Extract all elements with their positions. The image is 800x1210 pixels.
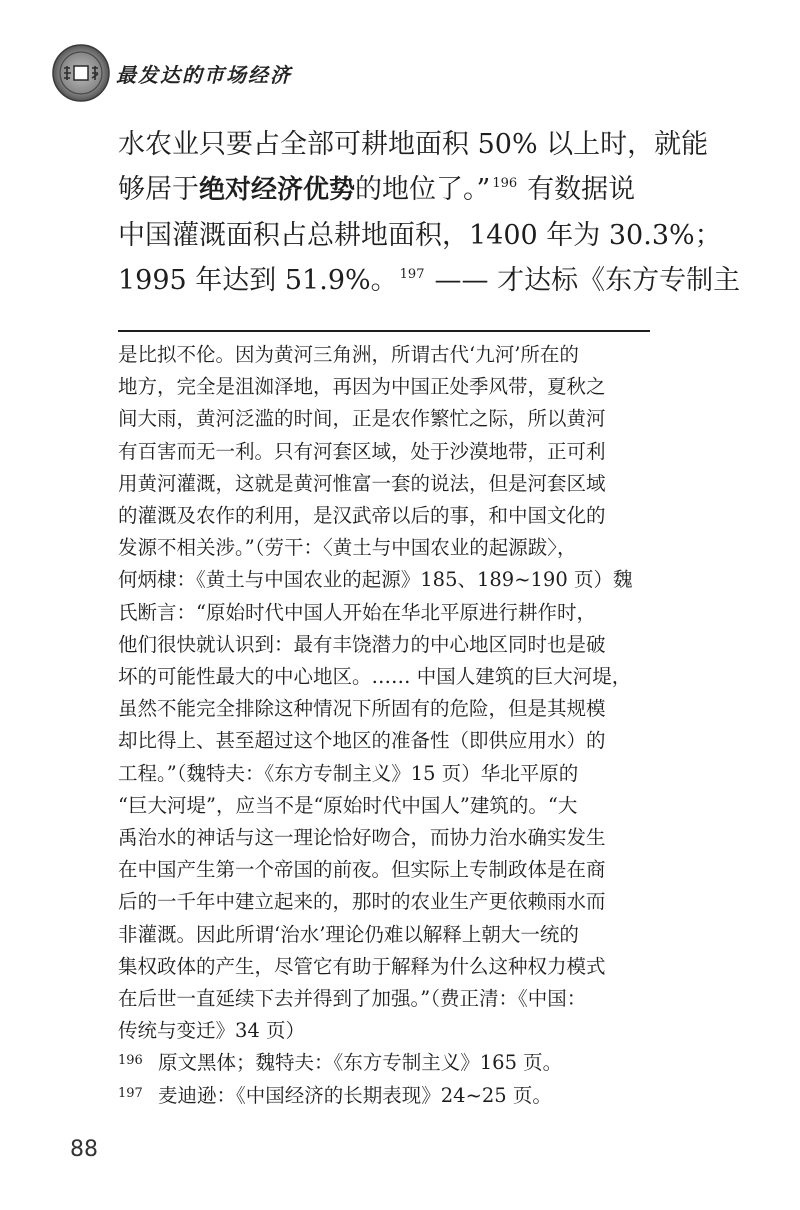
footnote-ref-197[interactable]: 197 — [399, 267, 425, 282]
bold-emphasis: 绝对经济优势 — [199, 175, 356, 205]
footnote-text: 原文黑体；魏特夫：《东方专制主义》165 页。 — [158, 1051, 563, 1075]
body-text: 有数据说 — [527, 174, 636, 205]
footnote-196 — [118, 1047, 668, 1079]
footnote-ref-196[interactable]: 196 — [492, 176, 518, 191]
body-text: 的地位了。” — [355, 174, 491, 205]
body-text: 够居于 — [118, 174, 199, 205]
note-line: 非灌溉。因此所谓‘治水’理论仍难以解释上朝大一统的 — [118, 922, 579, 946]
running-header — [52, 44, 472, 102]
note-line: 传统与变迁》34 页） — [118, 1019, 306, 1043]
footnote-divider — [118, 330, 650, 332]
note-line: 坏的可能性最大的中心地区。…… 中国人建筑的巨大河堤， — [118, 665, 632, 689]
body-line-3: 中国灌溉面积占总耕地面积，1400 年为 30.3%； — [118, 220, 722, 251]
footnote-number: 197 — [118, 1085, 143, 1101]
note-line: “巨大河堤”，应当不是“原始时代中国人”建筑的。“大 — [118, 793, 578, 817]
note-line: 虽然不能完全排除这种情况下所固有的危险，但是其规模 — [118, 697, 606, 721]
footnote-number: 196 — [118, 1053, 143, 1069]
note-line: 用黄河灌溉，这就是黄河惟富一套的说法，但是河套区域 — [118, 471, 606, 495]
note-line: 是比拟不伦。因为黄河三角洲，所谓古代‘九河’所在的 — [118, 343, 579, 366]
note-line: 有百害而无一利。只有河套区域，处于沙漠地带，正可利 — [118, 439, 606, 463]
note-line: 他们很快就认识到：最有丰饶潜力的中心地区同时也是破 — [118, 632, 606, 656]
note-line: 地方，完全是沮洳泽地，再因为中国正处季风带，夏秋之 — [118, 375, 606, 399]
footnote-197 — [118, 1080, 668, 1112]
body-text: 1995 年达到 51.9%。 — [118, 265, 398, 296]
note-line: 禹治水的神话与这一理论恰好吻合，而协力治水确实发生 — [118, 826, 606, 850]
main-body-text — [118, 122, 741, 303]
page-number: 88 — [70, 1137, 98, 1162]
note-line: 集权政体的产生，尽管它有助于解释为什么这种权力模式 — [118, 954, 606, 978]
note-line: 的灌溉及农作的利用，是汉武帝以后的事，和中国文化的 — [118, 504, 606, 528]
note-line: 间大雨，黄河泛滥的时间，正是农作繁忙之际，所以黄河 — [118, 407, 606, 431]
header-title: 最发达的市场经济 — [116, 63, 292, 87]
body-line-4 — [118, 258, 741, 303]
note-line: 在中国产生第一个帝国的前夜。但实际上专制政体是在商 — [118, 858, 606, 882]
body-line-2 — [118, 167, 678, 213]
footnote-text: 麦迪逊：《中国经济的长期表现》24~25 页。 — [158, 1083, 552, 1107]
note-line: 发源不相关涉。”（劳干：〈黄土与中国农业的起源跋〉， — [118, 536, 577, 560]
body-text: —— 才达标《东方专制主 — [434, 265, 741, 296]
note-line: 氏断言：“原始时代中国人开始在华北平原进行耕作时， — [118, 600, 596, 624]
ancient-coin-icon — [52, 44, 110, 102]
body-line-1: 水农业只要占全部可耕地面积 50% 以上时，就能 — [118, 129, 709, 160]
footnotes-section — [118, 339, 668, 1112]
note-line: 后的一千年中建立起来的，那时的农业生产更依赖雨水而 — [118, 890, 606, 914]
note-line: 何炳棣：《黄土与中国农业的起源》185、189~190 页）魏 — [118, 568, 633, 592]
note-line: 在后世一直延续下去并得到了加强。”（费正清：《中国： — [118, 987, 587, 1011]
note-line: 却比得上、甚至超过这个地区的准备性（即供应用水）的 — [118, 729, 606, 753]
note-line: 工程。”（魏特夫：《东方专制主义》15 页）华北平原的 — [118, 761, 579, 785]
